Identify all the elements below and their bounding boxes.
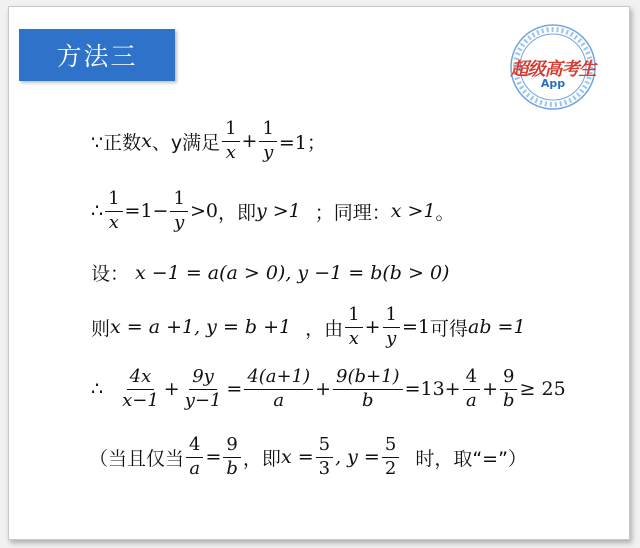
fraction xyxy=(244,367,313,411)
operator: + xyxy=(364,316,381,339)
fraction xyxy=(345,305,362,349)
content-card xyxy=(8,6,630,540)
text: 设： xyxy=(91,263,130,285)
method-badge xyxy=(19,29,175,81)
app-logo xyxy=(507,21,599,113)
denominator: y−1 xyxy=(184,389,222,411)
numerator: 9(b+1) xyxy=(333,367,403,390)
numerator: 5 xyxy=(382,435,399,458)
fraction xyxy=(316,435,333,479)
numerator: 4 xyxy=(463,367,480,390)
denominator: 3 xyxy=(318,457,331,479)
text: 时，取“=”） xyxy=(415,447,527,470)
expr: x = a +1, y = b +1 xyxy=(110,316,292,339)
numerator: 9 xyxy=(500,367,517,390)
fraction xyxy=(186,435,203,479)
fraction xyxy=(259,119,276,163)
numerator: 1 xyxy=(222,119,239,142)
numerator: 1 xyxy=(170,189,187,212)
operator: + xyxy=(482,378,498,401)
text: =1 xyxy=(401,316,430,339)
numerator: 4(a+1) xyxy=(244,367,313,390)
fraction xyxy=(383,305,400,349)
fraction xyxy=(170,189,187,233)
fraction xyxy=(500,367,518,411)
denominator: y xyxy=(386,327,397,349)
denominator: b xyxy=(502,389,515,411)
proof-line-5 xyxy=(91,367,566,411)
logo-sub: App xyxy=(540,77,566,90)
numerator: 9y xyxy=(189,367,217,390)
numerator: 1 xyxy=(259,119,276,142)
therefore-symbol: ∴ xyxy=(91,378,104,401)
fraction xyxy=(223,435,241,479)
fraction xyxy=(382,435,399,479)
fraction xyxy=(333,367,403,411)
logo-name: 超级高考生 xyxy=(510,59,596,80)
numerator: 1 xyxy=(105,189,122,212)
fraction xyxy=(463,367,480,411)
operator: + xyxy=(241,130,258,153)
numerator: 1 xyxy=(345,305,362,328)
text: =1； xyxy=(278,131,326,154)
proof-line-2 xyxy=(91,189,455,233)
denominator: 2 xyxy=(384,457,397,479)
text: ≥ 25 xyxy=(519,378,566,401)
badge-title: 方法三 xyxy=(56,42,138,71)
text: =13+ xyxy=(404,378,461,401)
result: ab =1 xyxy=(468,316,526,339)
text: 、y满足 xyxy=(151,131,221,154)
text: =1− xyxy=(124,200,169,223)
denominator: x xyxy=(108,211,119,233)
proof-line-1 xyxy=(91,119,326,163)
text: 可得 xyxy=(430,317,469,340)
denominator: x xyxy=(348,327,359,349)
denominator: x−1 xyxy=(122,389,159,411)
denominator: b xyxy=(362,389,374,411)
fraction xyxy=(119,367,162,411)
denominator: a xyxy=(189,457,201,479)
therefore-symbol: ∴ xyxy=(91,200,104,223)
denominator: x xyxy=(225,141,236,163)
denominator: b xyxy=(226,457,238,479)
fraction xyxy=(222,119,239,163)
var-x: x xyxy=(141,130,152,153)
text: >0 xyxy=(189,200,218,223)
operator: + xyxy=(315,378,332,401)
text: 则 xyxy=(91,317,111,340)
expr: x = xyxy=(280,446,314,469)
numerator: 1 xyxy=(383,305,400,328)
proof-line-6 xyxy=(89,435,527,479)
denominator: y xyxy=(174,211,185,233)
inequality: x >1 xyxy=(390,200,436,223)
expr: , y = xyxy=(335,446,380,469)
inequality: y >1 xyxy=(255,200,301,223)
operator: = xyxy=(205,446,222,469)
denominator: a xyxy=(465,389,477,411)
text: ∵正数 xyxy=(91,131,142,154)
denominator: y xyxy=(263,141,274,163)
fraction xyxy=(105,189,122,233)
operator: = xyxy=(226,378,243,401)
substitution-expr: x −1 = a(a > 0), y −1 = b(b > 0) xyxy=(135,261,450,284)
numerator: 5 xyxy=(316,435,333,458)
operator: + xyxy=(163,378,180,401)
text: （当且仅当 xyxy=(89,447,185,470)
fraction xyxy=(182,367,225,411)
proof-line-3 xyxy=(91,259,449,286)
text: ，即 xyxy=(242,447,281,470)
denominator: a xyxy=(273,389,285,411)
text: ，由 xyxy=(305,317,344,340)
numerator: 9 xyxy=(223,435,240,458)
numerator: 4x xyxy=(127,367,155,390)
text: ；同理： xyxy=(314,201,391,224)
text: 。 xyxy=(435,201,455,224)
text: ，即 xyxy=(217,201,256,224)
proof-line-4 xyxy=(91,305,526,349)
numerator: 4 xyxy=(186,435,203,458)
